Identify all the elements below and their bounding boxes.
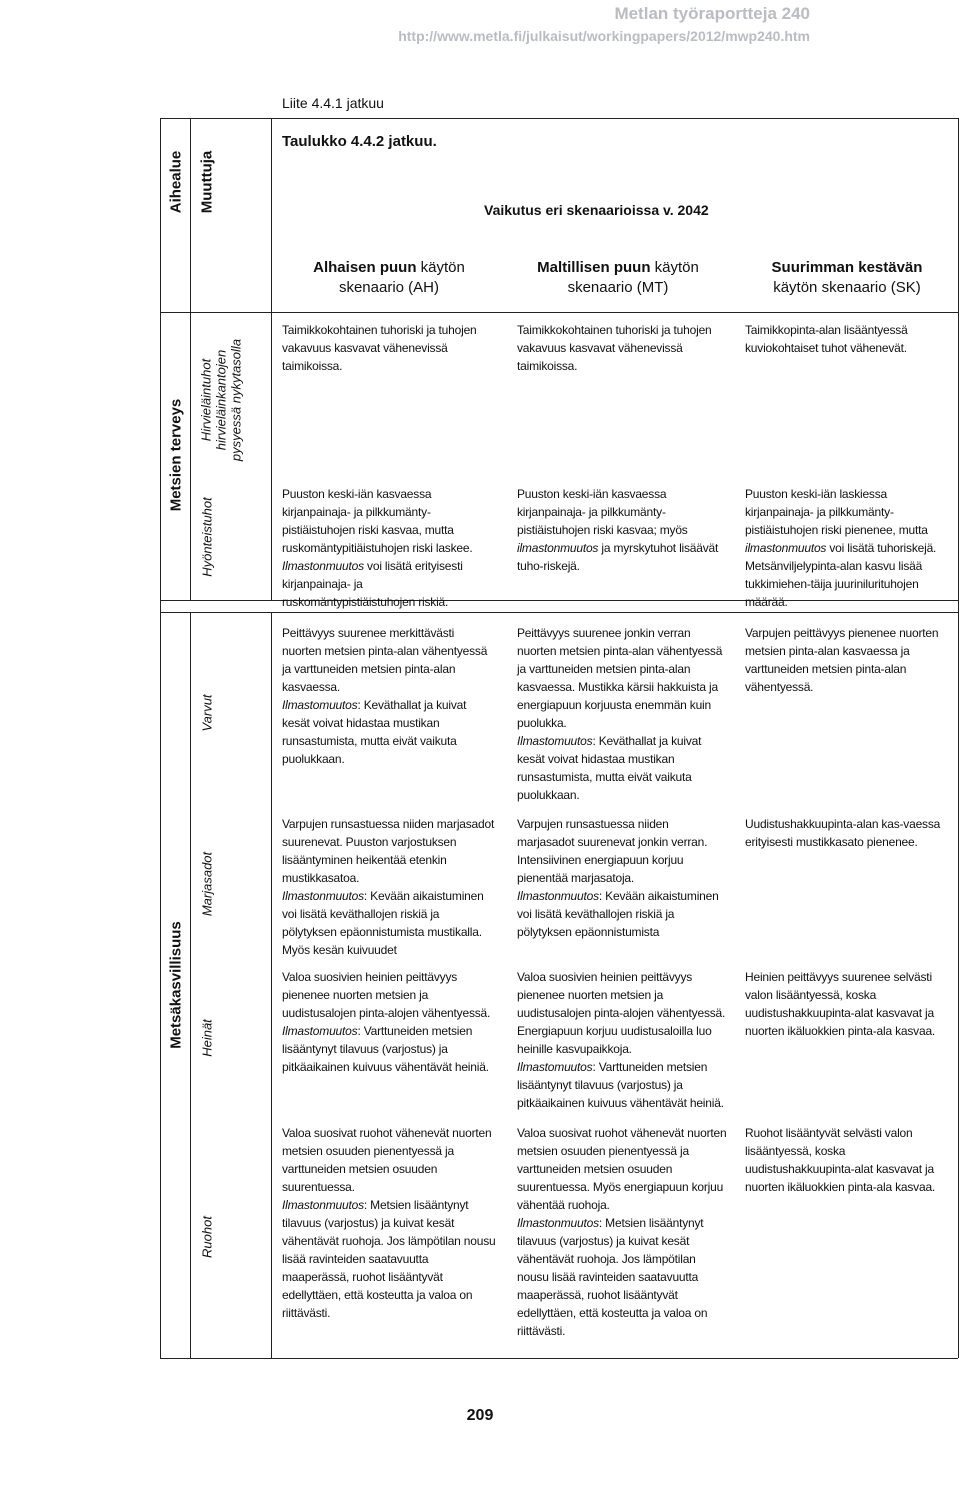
text: Peittävyys suurenee jonkin verran nuorten metsien pinta-alan vähentyessä ja varttuneiden metsien pinta-alan kasvaessa. Mustikka kärsii hakkuista ja energiapuun korjuusta enemmän kuin puolukka. xyxy=(517,626,723,730)
variable-marjasadot: Marjasadot xyxy=(199,851,215,917)
col-divider xyxy=(190,118,191,600)
section-metsien-terveys: Metsien terveys xyxy=(167,398,185,512)
header-divider xyxy=(160,312,958,313)
publication-title: Metlan työraportteja 240 xyxy=(614,4,810,23)
italic-text: Ilmastomuutos xyxy=(517,1060,593,1074)
italic-text: Ilmastonmuutos xyxy=(282,559,364,573)
cell-hein-ah xyxy=(282,968,496,1076)
variable-hirvielaintuhot: Hirvieläintuhot hirvieläinkantojen pysyessä nykytasolla xyxy=(198,338,244,462)
cell-hyonteis-mt xyxy=(517,485,727,575)
variable-varvut: Varvut xyxy=(199,694,215,732)
col-divider xyxy=(271,612,272,1358)
italic-text: Ilmastonmuutos xyxy=(517,889,599,903)
column-sk xyxy=(740,258,954,298)
text: Puuston keski-iän kasvaessa kirjanpainaja- ja pilkkumänty-pistiäistuhojen riski kasvaa; myös xyxy=(517,487,688,537)
page-number: 209 xyxy=(466,1407,494,1424)
text: : Metsien lisääntynyt tilavuus (varjostus) ja kuivat kesät vähentävät ruohoja. Jos lämpötilan nousu lisää ravinteiden saatavuutta maaperässä, ruohot lisääntyvät edellyttäen, että kosteutta ja valoa on riittävästi. xyxy=(517,1216,708,1338)
cell-varvut-mt xyxy=(517,624,727,804)
cell-ruoh-mt xyxy=(517,1124,727,1340)
italic-text: ilmastonmuutos xyxy=(517,541,599,555)
column-ah-rest: käytön xyxy=(420,259,465,276)
text: Valoa suosivien heinien peittävyys pienenee nuorten metsien ja uudistusalojen pinta-alojen vähentyessä. xyxy=(282,970,491,1020)
publication-url[interactable]: http://www.metla.fi/julkaisut/workingpapers/2012/mwp240.htm xyxy=(398,28,810,44)
table-border-top xyxy=(160,118,958,119)
table-border-right xyxy=(958,118,959,1358)
text: : Varttuneiden metsien lisääntynyt tilavuus (varjostus) ja pitkäaikainen kuivuus vähentävät heiniä. xyxy=(282,1024,489,1074)
column-sk-bold: Suurimman kestävän xyxy=(771,259,923,276)
column-muuttuja: Muuttuja xyxy=(198,150,216,214)
text: : Metsien lisääntynyt tilavuus (varjostus) ja kuivat kesät vähentävät ruohoja. Jos lämpötilan nousu lisää ravinteiden saatavuutta maaperässä, ruohot lisääntyvät edellyttäen, että kosteutta ja valoa on riittävästi. xyxy=(282,1198,496,1320)
column-ah-bold: Alhaisen puun xyxy=(313,259,417,276)
text: Valoa suosivat ruohot vähenevät nuorten metsien osuuden pienentyessä ja varttuneiden metsien osuuden suurentuessa. Myös energiapuun korjuu vähentää ruohoja. xyxy=(517,1126,727,1212)
text: Puuston keski-iän kasvaessa kirjanpainaja- ja pilkkumänty-pistiäistuhojen riski kasvaa, mutta ruskomäntypitiäistuhojen riski laskee. xyxy=(282,487,473,555)
text: Valoa suosivat ruohot vähenevät nuorten metsien osuuden pienentyessä ja varttuneiden metsien osuuden suurentuessa. xyxy=(282,1126,492,1194)
column-mt xyxy=(512,258,724,298)
cell-hirvi-ah: Taimikkokohtainen tuhoriski ja tuhojen vakavuus kasvavat vähenevissä taimikoissa. xyxy=(282,323,477,373)
col-divider xyxy=(190,612,191,1358)
variable-hyonteistuhot: Hyönteistuhot xyxy=(199,497,215,577)
table-border-bottom xyxy=(160,1358,958,1359)
text: : Varttuneiden metsien lisääntynyt tilavuus (varjostus) ja pitkäaikainen kuivuus vähentävät heiniä. xyxy=(517,1060,724,1110)
cell-hein-sk: Heinien peittävyys suurenee selvästi valon lisääntyessä, koska uudistushakkuupinta-alat kasvavat ja nuorten ikäluokkien pinta-ala kasvaa. xyxy=(745,970,936,1038)
variable-ruohot: Ruohot xyxy=(199,1216,215,1258)
cell-varvut-sk: Varpujen peittävyys pienenee nuorten metsien pinta-alan kasvaessa ja varttuneiden metsien pinta-alan vähentyessä. xyxy=(745,626,939,694)
text: Puuston keski-iän laskiessa kirjanpainaja- ja pilkkumänty-pistiäistuhojen riski pienenee, mutta xyxy=(745,487,928,537)
table-title: Taulukko 4.4.2 jatkuu. xyxy=(282,133,437,150)
text: : Keväthallat ja kuivat kesät voivat hidastaa mustikan runsastumista, mutta eivät vaikuta puolukkaan. xyxy=(517,734,702,802)
text: Varpujen runsastuessa niiden marjasadot suurenevat. Puuston varjostuksen lisääntyminen heikentää etenkin mustikkasatoa. xyxy=(282,817,495,885)
text: Peittävyys suurenee merkittävästi nuorten metsien pinta-alan vähentyessä ja varttuneiden metsien pinta-alan kasvaessa. xyxy=(282,626,488,694)
appendix-label: Liite 4.4.1 jatkuu xyxy=(282,95,384,111)
column-mt-line2: skenaario (MT) xyxy=(567,279,669,296)
column-mt-bold: Maltillisen puun xyxy=(537,259,651,276)
cell-ruoh-sk: Ruohot lisääntyvät selvästi valon lisääntyessä, koska uudistushakkuupinta-alat kasvavat ja nuorten ikäluokkien pinta-ala kasvaa. xyxy=(745,1126,936,1194)
text: ja myrskytuhot lisäävät tuho-riskejä. xyxy=(517,541,719,573)
cell-hein-mt xyxy=(517,968,727,1112)
text: : Keväthallat ja kuivat kesät voivat hidastaa mustikan runsastumista, mutta eivät vaikuta puolukkaan. xyxy=(282,698,467,766)
column-ah xyxy=(282,258,496,298)
cell-hirvi-mt: Taimikkokohtainen tuhoriski ja tuhojen vakavuus kasvavat vähenevissä taimikoissa. xyxy=(517,323,712,373)
cell-marja-mt xyxy=(517,815,727,941)
text: : Kevään aikaistuminen voi lisätä keväthallojen riskiä ja pölytyksen epäonnistumista xyxy=(517,889,719,939)
italic-text: Ilmastonmuutos xyxy=(282,1198,364,1212)
cell-marja-ah xyxy=(282,815,496,959)
col-divider xyxy=(271,118,272,600)
text: voi lisätä tuhoriskejä. Metsänviljelypinta-alan kasvu lisää tukkimiehen-täija juurinilurituhojen määrää. xyxy=(745,541,937,609)
cell-marja-sk: Uudistushakkuupinta-alan kas-vaessa erityisesti mustikkasato pienenee. xyxy=(745,817,941,849)
text: : Kevään aikaistuminen voi lisätä keväthallojen riskiä ja pölytyksen epäonnistumista mustikalla. Myös kesän kuivuudet xyxy=(282,889,484,957)
italic-text: ilmastonmuutos xyxy=(745,541,827,555)
column-ah-line2: skenaario (AH) xyxy=(338,279,440,296)
italic-text: Ilmastonmuutos xyxy=(517,1216,599,1230)
column-mt-rest: käytön xyxy=(654,259,699,276)
impact-header: Vaikutus eri skenaarioissa v. 2042 xyxy=(484,202,709,218)
table-border-left xyxy=(160,118,161,1358)
text: Varpujen runsastuessa niiden marjasadot suurenevat jonkin verran. Intensiivinen energiapuun korjuu pienentää marjasatoja. xyxy=(517,817,708,885)
italic-text: Ilmastomuutos xyxy=(282,1024,358,1038)
italic-text: Ilmastomuutos xyxy=(517,734,593,748)
variable-heinat: Heinät xyxy=(199,1019,215,1057)
italic-text: Ilmastonmuutos xyxy=(282,889,364,903)
cell-varvut-ah xyxy=(282,624,496,768)
column-sk-line2: käytön skenaario (SK) xyxy=(773,279,921,296)
section-divider xyxy=(160,612,958,613)
text: Valoa suosivien heinien peittävyys pienenee nuorten metsien ja uudistusalojen pinta-alojen vähentyessä. Energiapuun korjuu uudistusaloilla luo heinille kasvupaikkoja. xyxy=(517,970,726,1056)
cell-hyonteis-sk xyxy=(745,485,950,611)
cell-hyonteis-ah xyxy=(282,485,496,611)
text: voi lisätä erityisesti kirjanpainaja- ja ruskomäntypistiäistuhojen riskiä. xyxy=(282,559,463,609)
section-metsakasvillisuus: Metsäkasvillisuus xyxy=(167,921,185,1049)
cell-hirvi-sk: Taimikkopinta-alan lisääntyessä kuviokohtaiset tuhot vähenevät. xyxy=(745,323,908,355)
cell-ruoh-ah xyxy=(282,1124,496,1322)
column-aihealue: Aihealue xyxy=(167,150,185,214)
italic-text: Ilmastomuutos xyxy=(282,698,358,712)
